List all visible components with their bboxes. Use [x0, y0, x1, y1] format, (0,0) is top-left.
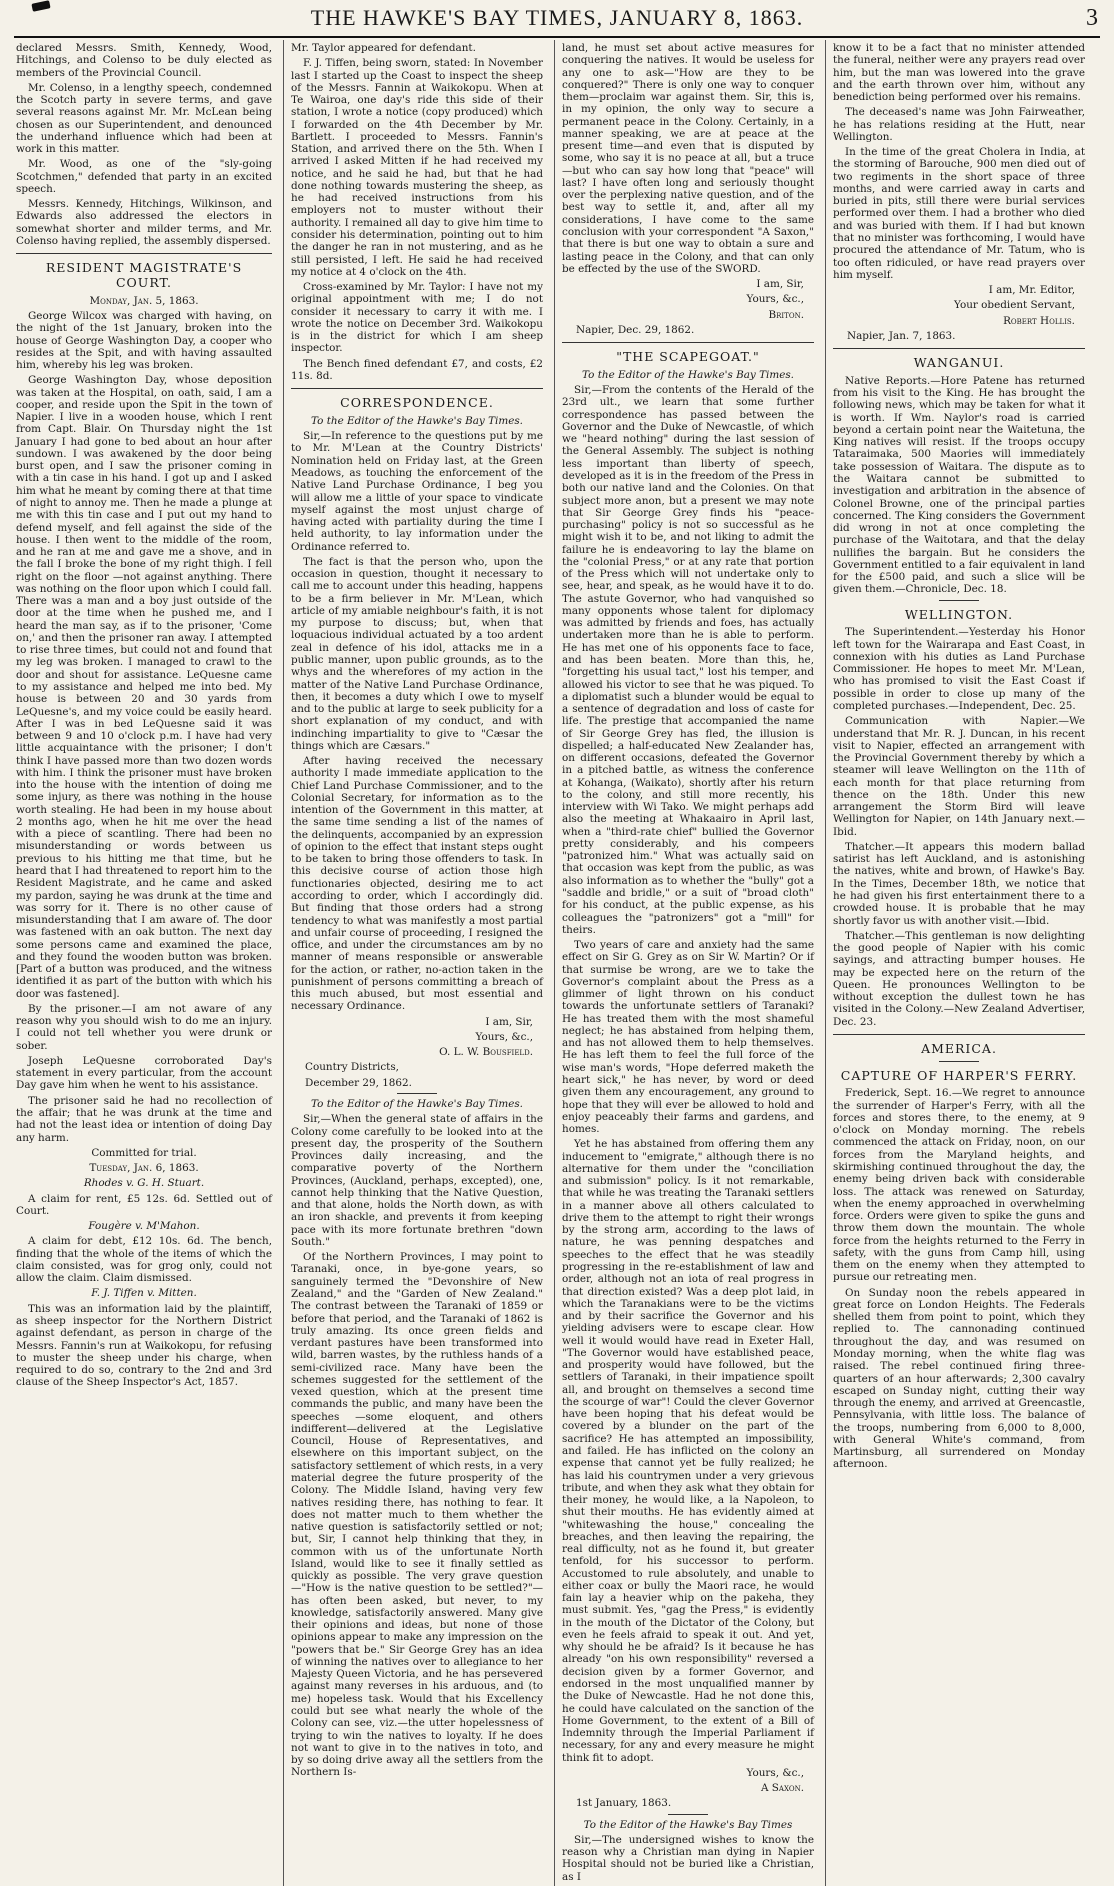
section-heading-correspondence: CORRESPONDENCE.: [340, 395, 494, 411]
divider: [16, 253, 272, 254]
case-title: Rhodes v. G. H. Stuart.: [83, 1177, 205, 1190]
divider: [833, 1034, 1085, 1035]
letter-date: December 29, 1862.: [305, 1076, 412, 1089]
divider: [397, 1093, 437, 1094]
article-paragraph: land, he must set about active measures for conquering the natives. It would be useless for any one to ask—"How are they to be conquered?" There is only one way to conquer them—proclaim war against them. Sir, this is, in my opinion, the only way to secure a permanent peace in the Colony. Certainly, in a manner speaking, we are at peace at the present time—and even that is disputed by some, who say it is no peace at all, but a truce—but who can say how long that "peace" will last? I have often long and seriously thought over the perplexing native question, and of the best way to settle it, and, after all my considerations, I have come to the same conclusion with your correspondent "A Saxon," that there is but one way to obtain a sure and lasting peace in the Colony, and that can only be effected by the use of the SWORD.: [562, 42, 814, 275]
signature-line: Yours, &c.,: [475, 1030, 533, 1043]
divider: [668, 1814, 708, 1815]
letter-date: Napier, Dec. 29, 1862.: [576, 323, 695, 336]
article-paragraph: know it to be a fact that no minister attended the funeral, neither were any prayers read over him, but the man was lowered into the grave and the earth thrown over him, without any benediction being performed over his remains.: [833, 42, 1085, 104]
article-paragraph: Sir,—In reference to the questions put by me to Mr. M'Lean at the Country Districts' Nomination held on Friday last, at the Green Meadows, as touching the enforcement of the Native Land Purchase Ordinance, I beg you will allow me a little of your space to vindicate myself against the most unjust charge of having acted with partiality during the time I held authority, to lay information under the Ordinance referred to.: [291, 430, 543, 553]
article-paragraph: This was an information laid by the plaintiff, as sheep inspector for the Northern District against defendant, as person in charge of the Messrs. Fannin's run at Waikokopu, for refusing to muster the sheep under his charge, when required to do so, contrary to the 2nd and 3rd clause of the Sheep Inspector's Act, 1857.: [16, 1302, 272, 1389]
section-heading-america: AMERICA.: [921, 1040, 997, 1056]
section-heading-harpers-ferry: CAPTURE OF HARPER'S FERRY.: [840, 1067, 1078, 1083]
article-paragraph: A claim for rent, £5 12s. 6d. Settled out of Court.: [16, 1192, 272, 1217]
case-title: F. J. Tiffen v. Mitten.: [91, 1287, 197, 1300]
article-paragraph: Of the Northern Provinces, I may point to Taranaki, once, in bye-gone years, so sanguinely termed the "Devonshire of New Zealand," and the "Garden of New Zealand." The contrast between the Taranaki of 1859 or before that period, and the Taranaki of 1862 is truly amazing. Its once green fields and verdant pastures have been transformed into wild, barren wastes, by the ruthless hands of a semi-civilized race. Many have been the schemes suggested for the settlement of the vexed question, which at the present time commands the public, and many have been the speeches —some eloquent, and others indifferent—delivered at the Legislative Council, House of Representatives, and elsewhere on this important subject, on the satisfactory settlement of which rests, in a very material degree the future prosperity of the Colony. The Middle Island, having very few natives residing there, has nothing to fear. It does not matter much to them whether the native question is satisfactorily settled or not; but, Sir, I cannot help thinking that they, in common with us of the unfortunate North Island, would like to see it finally settled as quickly as possible. The very grave question—"How is the native question to be settled?"—has often been asked, but never, to my knowledge, satisfactorily answered. Many give their opinions and ideas, but none of those opinions appear to make any impression on the "powers that be." Sir George Grey has an idea of winning the natives over to allegiance to her Majesty Queen Victoria, and he has persevered against many reverses in his arduous, and (to me) hopeless task. Would that his Excellency could but see what nearly the whole of the Colony can see, viz.—the utter hopelessness of trying to win the natives to loyalty. If he does not want to give in to the natives in toto, and by so doing drive away all the settlers from the Northern Is-: [291, 1251, 543, 1779]
signature-line: Yours, &c.,: [746, 1766, 804, 1779]
article-paragraph: F. J. Tiffen, being sworn, stated: In November last I started up the Coast to inspect the sheep of the Messrs. Fannin at Waikokopu. When at Te Wairoa, one day's ride this side of their station, I wrote a notice (copy produced) which I forwarded on the 4th December by Mr. Bartlett. I proceeded to Messrs. Fannin's Station, and arrived there on the 5th. When I arrived I asked Mitten if he had received my notice, and he said he had, but that he had done nothing towards mustering the sheep, as he had received instructions from his employers not to muster without their authority. I remained all day to give him time to consider his determination, pointing out to him the danger he ran in not mustering, and as he still persisted, I left. He said he had received my notice at 4 o'clock on the 4th.: [291, 57, 543, 278]
article-paragraph: Two years of care and anxiety had the same effect on Sir G. Grey as on Sir W. Martin? Or if that surmise be wrong, are we to take the Governor's complaint about the Press as a glimmer of light thrown on his conduct towards the unfortunate settlers of Taranaki? He has treated them with the most shameful neglect; he has abstained from helping them, and has not allowed them to help themselves. He has left them to feel the full force of the wise man's words, "Hope deferred maketh the heart sick," he has never, by word or deed given them any encouragement, any ground to hope that they will ever be allowed to hold and enjoy peaceably their farms and gardens, and homes.: [562, 939, 814, 1136]
page-number: 3: [1086, 5, 1098, 31]
article-paragraph: Communication with Napier.—We understand that Mr. R. J. Duncan, in his recent visit to Napier, effected an arrangement with the Provincial Government thereby by which a steamer will leave Wellington on the 11th of each month for that place returning from thence on the 18th. Under this new arrangement the Storm Bird will leave Wellington for Napier, on 14th January next.—Ibid.: [833, 715, 1085, 838]
column-4: [825, 40, 1089, 1886]
article-paragraph: George Wilcox was charged with having, on the night of the 1st January, broken into the house of George Washington Day, a cooper who resides at the Spit, and with having assaulted him, whereby his leg was broken.: [16, 310, 272, 372]
article-paragraph: Thatcher.—This gentleman is now delighting the good people of Napier with his comic sayings, and attracting bumper houses. He may be expected here on the return of the Queen. He pronounces Wellington to be without exception the dullest town he has visited in the Colony.—New Zealand Advertiser, Dec. 23.: [833, 929, 1085, 1028]
section-heading-court: RESIDENT MAGISTRATE'S COURT.: [45, 260, 243, 290]
article-paragraph: Yet he has abstained from offering them any inducement to "emigrate," although there is no alternative for them under the "conciliation and submission" policy. Is it not remarkable, that while he was treating the Taranaki settlers in a manner above all others calculated to drive them to the attempt to right their wrongs by the strong arm, according to the laws of nature, he was penning despatches and speeches to the effect that he was steadily progressing in the re-establishment of law and order, although not an iota of real progress in that direction existed? Was a deep plot laid, in which the Taranakians were to be the victims and by their sacrifice the Governor and his yielding advisers were to escape clear. How well it would would have read in Exeter Hall, "The Governor would have established peace, and prosperity would have followed, but the settlers of Taranaki, in their impatience spoilt all, and brought on themselves a second time the scourge of war"! Could the clever Governor have been hoping that his defeat would be covered by a blunder on the part of the sacrifice? He has attempted an impossibility, and failed. He has inflicted on the colony an expense that cannot yet be fully realized; he has laid his countrymen under a very grievous tribute, and when they ask what they obtain for their money, he would like, a la Napoleon, to shut their mouths. He has evidently aimed at "whitewashing the house," concealing the breaches, and then leaving the repairing, the real difficulty, not as he found it, but greater tenfold, for his successor to perform. Accustomed to rule absolutely, and unable to either coax or bully the Maori race, he would fain lay a heavier whip on the pakeha, they must submit. Yes, "gag the Press," is evidently in the mouth of the Dictator of the Colony, but even he feels afraid to speak it out. And yet, why should he be afraid? Is it because he has already "on his own responsibility" reversed a decision given by a former Governor, and endorsed in the most unqualified manner by the Duke of Newcastle. Had he not done this, he could have calculated on the sanction of the Home Government, to the extent of a Bill of Indemnity through the Imperial Parliament if necessary, for any and every measure he might think fit to adopt.: [562, 1138, 814, 1764]
article-paragraph: The Superintendent.—Yesterday his Honor left town for the Wairarapa and East Coast, in connexion with his duties as Land Purchase Commissioner. He hopes to meet Mr. M'Lean, who has promised to visit the East Coast if possible in order to close up many of the completed purchases.—Independent, Dec. 25.: [833, 626, 1085, 712]
article-paragraph: Mr. Wood, as one of the "sly-going Scotchmen," defended that party in an excited speech.: [16, 158, 272, 195]
article-paragraph: In the time of the great Cholera in India, at the storming of Barouche, 900 men died out of two regiments in the short space of three months, and were carried away in carts and buried in pits, still there were burial services performed over them. I had a brother who died and was buried with them. If I had but known that no minister was forthcoming, I would have procured the attendance of Mr. Tatum, who is too often ridiculed, or have read prayers over him myself.: [833, 146, 1085, 281]
article-paragraph: The deceased's name was John Fairweather, he has relations residing at the Hutt, near Wellington.: [833, 106, 1085, 143]
divider: [833, 348, 1085, 349]
signature-line: Your obedient Servant,: [954, 299, 1075, 312]
signature-name: Robert Hollis.: [1003, 314, 1075, 327]
divider: [939, 1061, 979, 1062]
article-paragraph: Cross-examined by Mr. Taylor: I have not my original appointment with me; I do not consider it necessary to carry it with me. I wrote the notice on December 3rd. Waikokopu is in the district for which I am sheep inspector.: [291, 281, 543, 355]
article-paragraph: Mr. Taylor appeared for defendant.: [291, 42, 476, 54]
article-paragraph: Messrs. Kennedy, Hitchings, Wilkinson, and Edwards also addressed the electors in somewhat shorter and milder terms, and Mr. Colenso having replied, the assembly dispersed.: [16, 198, 272, 247]
article-paragraph: Native Reports.—Hore Patene has returned from his visit to the King. He has brought the following news, which may be taken for what it is worth. If Wm. Naylor's road is carried beyond a certain point near the Waitetuna, the King natives will resist. If the troops occupy Tataraimaka, 500 Maories will immediately take possession of Waitara. The dispute as to the Waitara cannot be submitted to investigation and arbitration in the absence of Colonel Browne, one of the principal parties concerned. The King considers the Government did wrong in not at once completing the purchase of the Waitotara, and that the delay nullifies the bargain. But he considers the Government entitled to a fair equivalent in land for the £500 paid, and such a slice will be given them.—Chronicle, Dec. 18.: [833, 374, 1085, 596]
signature-line: I am, Sir,: [485, 1015, 533, 1028]
section-heading-wanganui: WANGANUI.: [913, 355, 1005, 371]
letter-date: Napier, Jan. 7, 1863.: [847, 329, 956, 342]
column-3: [554, 40, 818, 1886]
signature-name: Briton.: [768, 308, 804, 321]
verdict: Committed for trial.: [91, 1146, 197, 1159]
column-1: [14, 40, 276, 1886]
signature-name: A Saxon.: [760, 1782, 804, 1795]
letter-date: 1st January, 1863.: [576, 1797, 672, 1810]
letter-place: Country Districts,: [305, 1061, 399, 1074]
article-paragraph: After having received the necessary authority I made immediate application to the Chief Land Purchase Commissioner, and to the Colonial Secretary, for information as to the intention of the Government in this matter, at the same time sending a list of the names of the delinquents, accompanied by an expression of opinion to the effect that instant steps ought to be taken to bring those offenders to task. In this decisive course of action those high functionaries objected, desiring me to act according to order, which I accordingly did. But finding that those orders had a strong tendency to what was manifestly a most partial and unfair course of proceeding, I resigned the office, and under the circumstances am by no manner of means responsible or answerable for the action, or rather, no-action taken in the punishment of persons committing a breach of this much abused, but most essential and necessary Ordinance.: [291, 755, 543, 1013]
masthead-title: THE HAWKE'S BAY TIMES, JANUARY 8, 1863.: [310, 5, 804, 30]
article-paragraph: Joseph LeQuesne corroborated Day's statement in every particular, from the account Day gave him when he went to his assistance.: [16, 1054, 272, 1092]
signature-name: O. L. W. Bousfield.: [439, 1046, 533, 1059]
article-paragraph: A claim for debt, £12 10s. 6d. The bench, finding that the whole of the items of which the claim consisted, was for grog only, could not allow the claim. Claim dismissed.: [16, 1235, 272, 1285]
article-paragraph: By the prisoner.—I am not aware of any reason why you should wish to do me an injury. I could not tell whether you were drunk or sober.: [16, 1002, 272, 1052]
divider: [939, 600, 979, 601]
letter-salutation: To the Editor of the Hawke's Bay Times.: [311, 414, 523, 427]
masthead: [14, 0, 1100, 38]
article-paragraph: The fact is that the person who, upon the occasion in question, thought it necessary to call me to account under this heading, happens to be a firm believer in Mr. M'Lean, which article of my amiable neighbour's faith, it is not my purpose to discuss; but, when that loquacious individual actuated by a too ardent zeal in defence of his idol, attacks me in a public manner, upon public grounds, as to the whys and the wherefores of my action in the matter of the Native Land Purchase Ordinance, then, it becomes a duty which I owe to myself and to the public at large to seek publicity for a short explanation of my conduct, and with indinching impartiality to give to "Cæsar the things which are Cæsars.": [291, 555, 543, 752]
divider: [562, 342, 814, 343]
article-paragraph: Sir,—From the contents of the Herald of the 23rd ult., we learn that some further correspondence has passed between the Governor and the Duke of Newcastle, of which we "heard nothing" during the last session of the General Assembly. The subject is nothing less important than liberty of speech, developed as it is in the freedom of the Press in both our native land and the Colonies. On that subject more anon, but a present we may note that Sir George Grey finds his "peace-purchasing" policy is not so successful as he might wish it to be, and not liking to admit the failure he is endeavoring to lay the blame on the "colonial Press," or at any rate that portion of the Press which will not undertake only to see, hear, and speak, as he would have it to do. The astute Governor, who had vanquished so many opponents whose talent for diplomacy was admitted by friends and foes, has actually undertaken more than he is able to perform. He has met one of his opponents face to face, and has been beaten. More than this, he, "forgetting his usual tact," lost his temper, and allowed his victor to see that he was piqued. To a diplomatist such a blunder would be equal to a sentence of degradation and loss of caste for life. The prestige that accompanied the name of Sir George Grey has fled, the illusion is dispelled; a half-educated New Zealander has, on different occasions, defeated the Governor in a pitched battle, as witness the conference at Kohanga, (Waikato), shortly after his return to the colony, and still more recently, his interview with Wi Tako. We might perhaps add also the meeting at Whakaairo in April last, when a "third-rate chief" bullied the Governor pretty considerably, and his compeers "patronized him." What was actually said on that occasion was kept from the public, as was also information as to whether the "bully" got a "saddle and bridle," or a suit of "broad cloth" for his conduct, at the public expense, as his colleagues the "patronizers" got a "mill" for theirs.: [562, 384, 814, 936]
court-date: Monday, Jan. 5, 1863.: [89, 294, 199, 307]
court-date: Tuesday, Jan. 6, 1863.: [89, 1162, 199, 1175]
article-paragraph: declared Messrs. Smith, Kennedy, Wood, Hitchings, and Colenso to be duly elected as members of the Provincial Council.: [16, 42, 272, 79]
article-paragraph: The Bench fined defendant £7, and costs, £2 11s. 8d.: [291, 357, 543, 382]
letter-salutation: To the Editor of the Hawke's Bay Times.: [311, 1098, 523, 1110]
section-heading-scapegoat: "THE SCAPEGOAT.": [616, 349, 760, 365]
article-paragraph: Frederick, Sept. 16.—We regret to announce the surrender of Harper's Ferry, with all the forces and stores there, to the enemy, at 9 o'clock on Monday morning. The rebels commenced the attack on Friday, noon, on our forces from the Maryland heights, and skirmishing continued throughout the day, the enemy being driven back with considerable loss. The attack was renewed on Saturday, when the enemy approached in overwhelming force. Orders were given to spike the guns and throw them down the mountain. The whole force from the heights returned to the Ferry in safety, with the guns from Camp hill, using them on the enemy when they attempted to pursue our retreating men.: [833, 1087, 1085, 1284]
signature-line: Yours, &c.,: [746, 293, 804, 306]
letter-salutation: To the Editor of the Hawke's Bay Times.: [582, 368, 794, 381]
section-heading-wellington: WELLINGTON.: [904, 606, 1014, 622]
article-paragraph: The prisoner said he had no recollection of the affair; that he was drunk at the time and had not the least idea or intention of doing Day any harm.: [16, 1094, 272, 1144]
article-paragraph: Sir,—When the general state of affairs in the Colony come carefully to be looked into at the present day, the prosperity of the Southern Provinces daily increasing, and the comparative poverty of the Northern Provinces, (Auckland, perhaps, excepted), one, cannot help thinking that the Native Question, and that alone, holds the North down, as with an iron shackle, and prevents it from keeping pace with its more fortunate brethren "down South.": [291, 1113, 543, 1248]
article-paragraph: Thatcher.—It appears this modern ballad satirist has left Auckland, and is astonishing the natives, white and brown, of Hawke's Bay. In the Times, December 18th, we notice that he had given his first entertainment there to a crowded house. It is probable that he may shortly favor us with another visit.—Ibid.: [833, 840, 1085, 927]
columns: [14, 40, 1100, 1883]
case-title: Fougère v. M'Mahon.: [88, 1220, 200, 1233]
letter-salutation: To the Editor of the Hawke's Bay Times: [583, 1818, 793, 1831]
column-2: [283, 40, 547, 1886]
article-paragraph: Sir,—The undersigned wishes to know the reason why a Christian man dying in Napier Hospital should not be buried like a Christian, as I: [562, 1833, 814, 1883]
signature-line: I am, Sir,: [756, 278, 804, 291]
divider: [291, 388, 543, 389]
article-paragraph: On Sunday noon the rebels appeared in great force on London Heights. The Federals shelled them from point to point, which they replied to. The cannonading continued throughout the day, and was resumed on Monday morning, when the white flag was raised. The rebel continued firing three-quarters of an hour afterwards; 2,300 cavalry escaped on Sunday night, cutting their way through the enemy, and arrived at Greencastle, Pennsylvania, with little loss. The balance of the troops, numbering from 6,000 to 8,000, with General White's command, from Martinsburg, all surrendered on Monday afternoon.: [833, 1286, 1085, 1471]
article-paragraph: Mr. Colenso, in a lengthy speech, condemned the Scotch party in severe terms, and gave several reasons against Mr. Mr. McLean being chosen as our Superintendent, and denounced the underhand influence which had been at work in this matter.: [16, 81, 272, 156]
article-paragraph: George Washington Day, whose deposition was taken at the Hospital, on oath, said, I am a cooper, and reside upon the Spit in the town of Napier. I live in a wooden house, which I rent from Capt. Blair. On Thursday night the 1st January I had gone to bed about an hour after sundown. I was awakened by the door being burst open, and I saw the prisoner coming in with a tin case in his hand. I got up and I asked him what he meant by coming there at that time of night to annoy me. Then he made a plunge at me with this tin case and I put out my hand to defend myself, and fell against the side of the house. I then went to the middle of the room, and he ran at me and gave me a shove, and in the fall I broke the bone of my right thigh. I fell right on the floor —not against anything. There was nothing on the floor upon which I could fall. There was a man and a boy just outside of the door at the time when he pushed me, and I heard the man say, as if to the prisoner, 'Come on,' and then the prisoner ran away. I attempted to rise three times, but could not and found that my leg was broken. I managed to crawl to the door and shout for assistance. LeQuesne came to my assistance and helped me into bed. My house is between 20 and 30 yards from LeQuesne's, and my voice could be easily heard. After I was in bed LeQuesne said it was between 9 and 10 o'clock p.m. I have had very little acquaintance with the prisoner; I don't think I have passed more than two dozen words with him. I think the prisoner must have broken into the house with the intention of doing me some injury, as there was nothing in the house worth stealing. He had been in my house about 2 months ago, when he hit me over the head with a piece of scantling. There had been no misunderstanding or words between us previous to his hitting me that time, but he heard that I had threatened to report him to the Resident Magistrate, and he came and asked my pardon, saying he was drunk at the time and was sorry for it. There is no other cause of misunderstanding that I am aware of. The door was fastened with an oak button. The next day some persons came and examined the place, and they found the wooden button was broken. [Part of a button was produced, and the witness identified it as part of the button with which his door was fastened].: [16, 374, 272, 1000]
signature-line: I am, Mr. Editor,: [988, 284, 1075, 297]
